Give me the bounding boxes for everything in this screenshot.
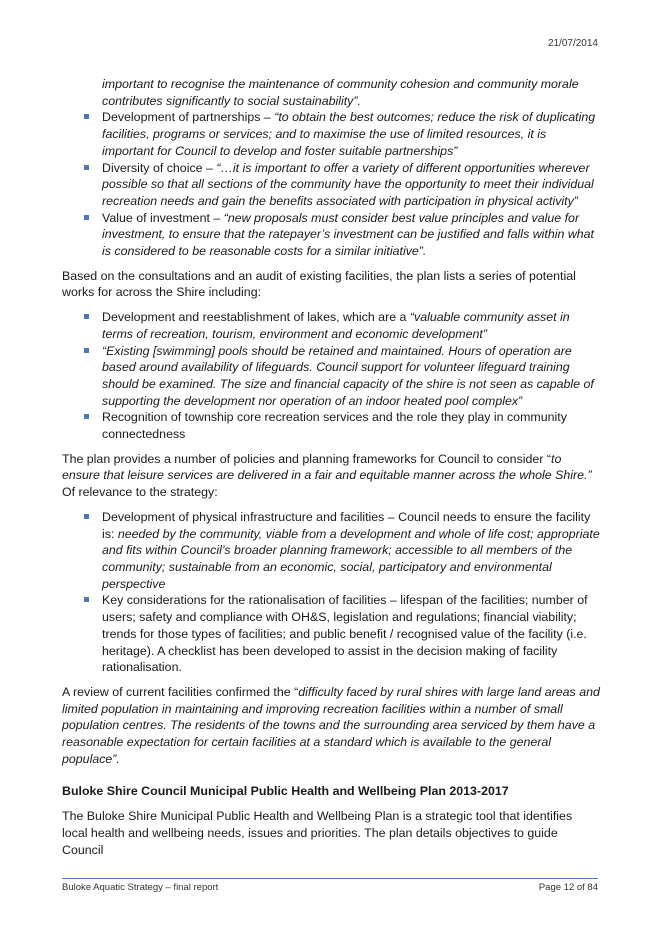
list-item: Development and reestablishment of lakes, which are a “valuable community asset in terms of recreation, tourism, environment and economic development”	[62, 309, 600, 342]
list-item: important to recognise the maintenance of community cohesion and community morale contributes significantly to social sustainability”.	[102, 77, 579, 108]
list-item: Value of investment – “new proposals must consider best value principles and value for investment, to ensure that the ratepayer’s investment can be justified and falls within what is considered to be reasonable costs for a similar initiative”.	[62, 210, 600, 260]
footer-rule	[62, 878, 598, 879]
paragraph: A review of current facilities confirmed the “difficulty faced by rural shires with large land areas and limited population in maintaining and improving recreation facilities within a number of small population centres. The residents of the towns and the surrounding area serviced by them have a reasonable expectation for certain facilities at a standard which is available to the general populace”.	[62, 684, 600, 766]
list-item: Recognition of township core recreation services and the role they play in community connectedness	[62, 409, 600, 442]
page-number: Page 12 of 84	[538, 882, 598, 893]
list-item: Key considerations for the rationalisation of facilities – lifespan of the facilities; number of users; safety and compliance with OH&S, legislation and regulations; financial viability; trends for those types of facilities; and public benefit / recognised value of the facility (i.e. heritage). A checklist has been developed to assist in the decision making of facility rationalisation.	[62, 592, 600, 676]
list-item: Development of partnerships – “to obtain the best outcomes; reduce the risk of duplicating facilities, programs or services; and to maximise the use of limited resources, it is important for Council to develop and foster suitable partnerships”	[62, 109, 600, 159]
footer-title: Buloke Aquatic Strategy – final report	[62, 882, 219, 893]
works-list	[62, 309, 600, 443]
paragraph: The plan provides a number of policies and planning frameworks for Council to consider “to ensure that leisure services are delivered in a fair and equitable manner across the whole Shire.” Of relevance to the strategy:	[62, 451, 592, 500]
principles-list	[62, 76, 600, 260]
list-item: “Existing [swimming] pools should be retained and maintained. Hours of operation are based around availability of lifeguards. Council support for volunteer lifeguard training should be examined. The size and financial capacity of the shire is not seen as capable of supporting the development nor operation of an indoor heated pool complex”	[62, 343, 600, 410]
policies-list	[62, 509, 600, 676]
list-item: Diversity of choice – “…it is important to offer a variety of different opportunities wherever possible so that all sections of the community have the opportunity to meet their individual recreation needs and gain the benefits associated with participation in physical activity”	[62, 160, 600, 210]
section-heading: Buloke Shire Council Municipal Public Health and Wellbeing Plan 2013-2017	[62, 784, 509, 799]
header-date: 21/07/2014	[547, 38, 598, 49]
paragraph: The Buloke Shire Municipal Public Health and Wellbeing Plan is a strategic tool that identifies local health and wellbeing needs, issues and priorities. The plan details objectives to guide Council	[62, 809, 573, 857]
list-item: Development of physical infrastructure and facilities – Council needs to ensure the facility is: needed by the community, viable from a development and whole of life cost; appropriate and fits within Council’s broader planning framework; accessible to all members of the community; sustainable from an economic, social, participatory and environmental perspective	[62, 509, 600, 593]
page-body	[62, 76, 600, 866]
paragraph: Based on the consultations and an audit of existing facilities, the plan lists a series of potential works for across the Shire including:	[62, 268, 576, 300]
